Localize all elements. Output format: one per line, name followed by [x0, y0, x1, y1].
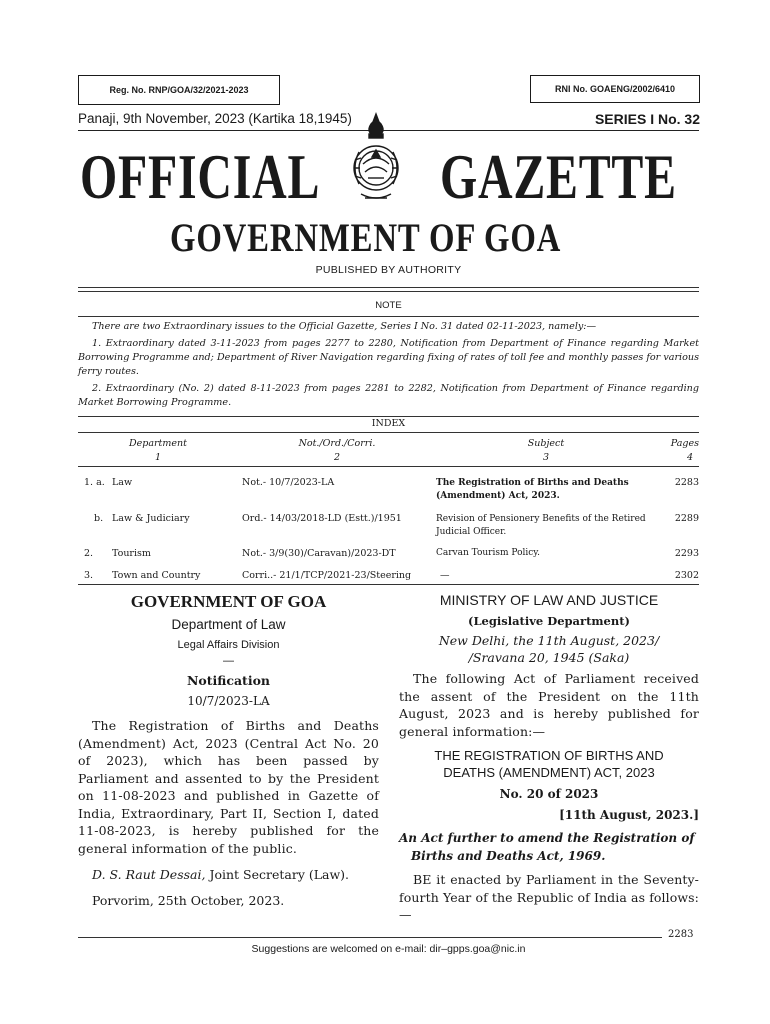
act-date: [11th August, 2023.]	[559, 808, 699, 822]
note-body	[78, 320, 699, 410]
suggestions-email: Suggestions are welcomed on e-mail: dir–gpps.goa@nic.in	[251, 943, 526, 955]
signatory-name: D. S. Raut Dessai,	[92, 867, 206, 882]
left-department: Department of Law	[171, 617, 286, 632]
row-department: Law	[112, 477, 133, 488]
notification-body: The Registration of Births and Deaths (Amendment) Act, 2023 (Central Act No. 20 of 2023), which has been passed by Parliament and assented to by the President on 11-08-2023 and published in Gazette of India, Extraordinary, Part II, Section I, dated 11-08-2023, is hereby published for the general information of the public.	[78, 718, 379, 856]
index-header-subject: Subject	[527, 438, 565, 449]
note-intro: There are two Extraordinary issues to the Official Gazette, Series I No. 31 dated 02-11-2023, namely:—	[92, 321, 597, 332]
row-page: 2302	[674, 570, 699, 581]
index-col-number: 2	[333, 452, 341, 463]
index-column-number-row	[78, 450, 699, 467]
row-reference: Corri..- 21/1/TCP/2021-23/Steering	[242, 570, 412, 581]
row-number: 2.	[84, 548, 94, 559]
right-column	[399, 592, 699, 924]
row-subject: The Registration of Births and Deaths (Amendment) Act, 2023.	[436, 478, 629, 501]
government-of-goa-title: GOVERNMENT OF GOA	[170, 215, 562, 260]
index-rule-top	[78, 416, 699, 417]
series-number: SERIES I No. 32	[594, 111, 700, 127]
published-by-authority: PUBLISHED BY AUTHORITY	[315, 264, 462, 276]
enacting-clause: BE it enacted by Parliament in the Seventy-fourth Year of the Republic of India as follows:—	[399, 872, 699, 922]
row-page: 2283	[674, 477, 699, 488]
act-number: No. 20 of 2023	[499, 787, 599, 801]
goa-state-emblem-icon	[341, 112, 411, 208]
row-number: 3.	[84, 570, 94, 581]
row-subject: Revision of Pensionery Benefits of the Retired Judicial Officer.	[436, 514, 646, 537]
index-col-number: 3	[542, 452, 550, 463]
row-subject: Carvan Tourism Policy.	[436, 548, 541, 558]
place-date: Porvorim, 25th October, 2023.	[92, 892, 285, 908]
index-col-number: 4	[686, 452, 693, 463]
registration-number: Reg. No. RNP/GOA/32/2021-2023	[109, 85, 249, 95]
act-preamble: An Act further to amend the Registration of Births and Deaths Act, 1969.	[399, 831, 695, 863]
row-page: 2293	[674, 548, 699, 559]
note-item-2: 2. Extraordinary (No. 2) dated 8-11-2023 from pages 2281 to 2282, Notification from Department of Finance regarding Market Borrowing Programme.	[78, 383, 699, 408]
signatory-title: Joint Secretary (Law).	[209, 867, 350, 882]
ministry-name: MINISTRY OF LAW AND JUSTICE	[439, 592, 659, 608]
index-header-reference: Not./Ord./Corri.	[298, 438, 376, 449]
left-dash: —	[223, 655, 234, 667]
row-page: 2289	[674, 513, 699, 524]
index-title: INDEX	[371, 418, 406, 429]
footer-rule	[78, 937, 662, 938]
row-department: Tourism	[112, 548, 151, 559]
act-intro: The following Act of Parliament received the assent of the President on the 11th August, 2023 and is hereby published for general information:—	[399, 671, 699, 739]
page-number: 2283	[668, 929, 694, 940]
note-item-1: 1. Extraordinary dated 3-11-2023 from pages 2277 to 2280, Notification from Department of Finance regarding Market Borrowing Programme and; Department of River Navigation regarding fixing of rates of toll fee and monthly passes for various ferry routes.	[78, 338, 699, 377]
act-title: THE REGISTRATION OF BIRTHS AND DEATHS (AMENDMENT) ACT, 2023	[434, 748, 664, 780]
index-table	[78, 432, 699, 585]
index-header-row	[78, 432, 699, 450]
table-row	[78, 539, 699, 559]
row-number: b.	[94, 513, 104, 524]
table-row	[78, 559, 699, 585]
signatory	[78, 866, 379, 884]
row-reference: Ord.- 14/03/2018-LD (Estt.)/1951	[242, 513, 402, 524]
index-col-number: 1	[154, 452, 162, 463]
registration-number-box	[78, 75, 280, 105]
row-reference: Not.- 3/9(30)/Caravan)/2023-DT	[242, 548, 396, 559]
masthead-official: OFFICIAL	[80, 142, 321, 212]
table-row	[78, 503, 699, 539]
left-division: Legal Affairs Division	[177, 639, 280, 651]
notification-label: Notification	[186, 673, 271, 688]
note-title: NOTE	[375, 300, 402, 311]
notification-number: 10/7/2023-LA	[187, 694, 270, 708]
issue-date-line: Panaji, 9th November, 2023 (Kartika 18,1945)	[78, 111, 352, 126]
row-department: Town and Country	[112, 570, 201, 581]
masthead-gazette: GAZETTE	[440, 142, 677, 212]
row-reference: Not.- 10/7/2023-LA	[242, 477, 335, 488]
saka-date-line: /Sravana 20, 1945 (Saka)	[468, 650, 630, 665]
rni-number-box	[530, 75, 700, 103]
double-rule-bottom	[78, 291, 699, 292]
note-rule	[78, 316, 699, 317]
double-rule-top	[78, 287, 699, 288]
index-header-department: Department	[129, 438, 187, 449]
row-subject: —	[440, 570, 450, 581]
index-header-pages: Pages	[670, 438, 699, 449]
left-column	[78, 592, 379, 909]
left-heading: GOVERNMENT OF GOA	[130, 592, 327, 611]
legislative-department: (Legislative Department)	[468, 614, 630, 628]
rni-number: RNI No. GOAENG/2002/6410	[554, 84, 676, 94]
delhi-date-line: New Delhi, the 11th August, 2023/	[438, 633, 660, 648]
row-department: Law & Judiciary	[112, 513, 190, 524]
row-number: 1. a.	[84, 477, 105, 488]
table-row	[78, 467, 699, 504]
